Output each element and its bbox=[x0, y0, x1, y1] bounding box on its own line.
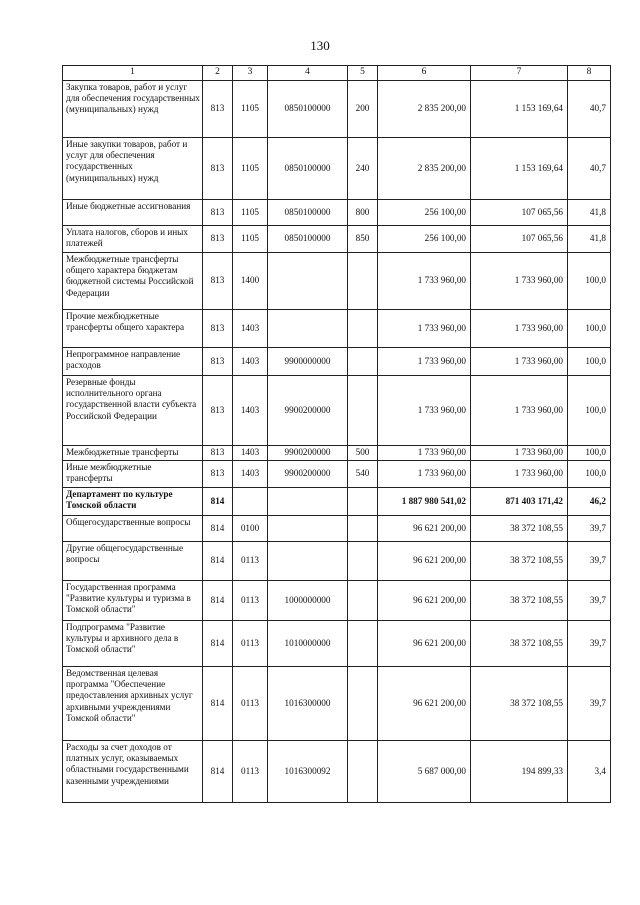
plan-cell: 1 733 960,00 bbox=[378, 446, 471, 461]
vedomstvo-cell: 814 bbox=[203, 667, 233, 741]
percent-cell: 100,0 bbox=[568, 253, 611, 310]
vedomstvo-cell: 814 bbox=[203, 581, 233, 621]
row-name: Другие общегосударственные вопросы bbox=[63, 542, 203, 581]
plan-cell: 96 621 200,00 bbox=[378, 542, 471, 581]
razdel-cell: 1403 bbox=[233, 310, 268, 348]
percent-cell: 39,7 bbox=[568, 621, 611, 667]
csr-cell: 1016300092 bbox=[268, 741, 348, 803]
plan-cell: 2 835 200,00 bbox=[378, 138, 471, 200]
razdel-cell: 1403 bbox=[233, 376, 268, 446]
budget-table bbox=[62, 65, 611, 803]
row-name: Департамент по культуре Томской области bbox=[63, 488, 203, 516]
razdel-cell: 1400 bbox=[233, 253, 268, 310]
percent-cell: 39,7 bbox=[568, 542, 611, 581]
vedomstvo-cell: 813 bbox=[203, 310, 233, 348]
razdel-cell: 0113 bbox=[233, 581, 268, 621]
csr-cell: 9900200000 bbox=[268, 376, 348, 446]
csr-cell: 0850100000 bbox=[268, 81, 348, 138]
vr-cell: 800 bbox=[348, 200, 378, 226]
plan-cell: 1 733 960,00 bbox=[378, 376, 471, 446]
fact-cell: 871 403 171,42 bbox=[471, 488, 568, 516]
vedomstvo-cell: 813 bbox=[203, 348, 233, 376]
vedomstvo-cell: 813 bbox=[203, 138, 233, 200]
row-name: Расходы за счет доходов от платных услуг, оказываемых областными государственными казенными учреждениями bbox=[63, 741, 203, 803]
vr-cell: 540 bbox=[348, 461, 378, 488]
table-row bbox=[63, 741, 611, 803]
razdel-cell: 1403 bbox=[233, 446, 268, 461]
plan-cell: 1 733 960,00 bbox=[378, 253, 471, 310]
column-header: 1 bbox=[63, 66, 203, 81]
fact-cell: 1 733 960,00 bbox=[471, 376, 568, 446]
plan-cell: 1 733 960,00 bbox=[378, 348, 471, 376]
csr-cell bbox=[268, 542, 348, 581]
row-name: Межбюджетные трансферты bbox=[63, 446, 203, 461]
column-header: 2 bbox=[203, 66, 233, 81]
table-row bbox=[63, 310, 611, 348]
row-name: Общегосударственные вопросы bbox=[63, 516, 203, 542]
table-row bbox=[63, 376, 611, 446]
razdel-cell: 1403 bbox=[233, 461, 268, 488]
razdel-cell: 1403 bbox=[233, 348, 268, 376]
vr-cell bbox=[348, 581, 378, 621]
plan-cell: 96 621 200,00 bbox=[378, 581, 471, 621]
percent-cell: 100,0 bbox=[568, 348, 611, 376]
csr-cell: 1010000000 bbox=[268, 621, 348, 667]
fact-cell: 1 153 169,64 bbox=[471, 138, 568, 200]
column-header: 7 bbox=[471, 66, 568, 81]
vedomstvo-cell: 813 bbox=[203, 376, 233, 446]
vedomstvo-cell: 813 bbox=[203, 253, 233, 310]
header-row bbox=[63, 66, 611, 81]
percent-cell: 39,7 bbox=[568, 667, 611, 741]
vr-cell bbox=[348, 488, 378, 516]
table-row bbox=[63, 138, 611, 200]
percent-cell: 100,0 bbox=[568, 461, 611, 488]
plan-cell: 1 887 980 541,02 bbox=[378, 488, 471, 516]
fact-cell: 1 153 169,64 bbox=[471, 81, 568, 138]
vr-cell bbox=[348, 376, 378, 446]
razdel-cell: 0100 bbox=[233, 516, 268, 542]
fact-cell: 1 733 960,00 bbox=[471, 446, 568, 461]
vr-cell: 240 bbox=[348, 138, 378, 200]
csr-cell: 1000000000 bbox=[268, 581, 348, 621]
percent-cell: 39,7 bbox=[568, 516, 611, 542]
vedomstvo-cell: 813 bbox=[203, 81, 233, 138]
vedomstvo-cell: 813 bbox=[203, 446, 233, 461]
row-name: Непрограммное направление расходов bbox=[63, 348, 203, 376]
percent-cell: 41,8 bbox=[568, 226, 611, 253]
plan-cell: 1 733 960,00 bbox=[378, 310, 471, 348]
table-row bbox=[63, 226, 611, 253]
column-header: 3 bbox=[233, 66, 268, 81]
vedomstvo-cell: 814 bbox=[203, 621, 233, 667]
row-name: Прочие межбюджетные трансферты общего характера bbox=[63, 310, 203, 348]
plan-cell: 2 835 200,00 bbox=[378, 81, 471, 138]
csr-cell: 9900200000 bbox=[268, 446, 348, 461]
fact-cell: 38 372 108,55 bbox=[471, 621, 568, 667]
csr-cell bbox=[268, 516, 348, 542]
fact-cell: 107 065,56 bbox=[471, 226, 568, 253]
vedomstvo-cell: 813 bbox=[203, 461, 233, 488]
vr-cell bbox=[348, 621, 378, 667]
plan-cell: 96 621 200,00 bbox=[378, 667, 471, 741]
razdel-cell: 0113 bbox=[233, 621, 268, 667]
vr-cell bbox=[348, 542, 378, 581]
row-name: Иные закупки товаров, работ и услуг для обеспечения государственных (муниципальных) нужд bbox=[63, 138, 203, 200]
column-header: 8 bbox=[568, 66, 611, 81]
csr-cell: 0850100000 bbox=[268, 138, 348, 200]
table-row bbox=[63, 200, 611, 226]
fact-cell: 38 372 108,55 bbox=[471, 516, 568, 542]
table-row bbox=[63, 667, 611, 741]
table-row bbox=[63, 542, 611, 581]
plan-cell: 1 733 960,00 bbox=[378, 461, 471, 488]
vr-cell bbox=[348, 310, 378, 348]
vr-cell bbox=[348, 667, 378, 741]
row-name: Ведомственная целевая программа "Обеспечение предоставления архивных услуг архивными учреждениями Томской области" bbox=[63, 667, 203, 741]
csr-cell bbox=[268, 488, 348, 516]
plan-cell: 96 621 200,00 bbox=[378, 516, 471, 542]
plan-cell: 256 100,00 bbox=[378, 226, 471, 253]
csr-cell: 1016300000 bbox=[268, 667, 348, 741]
row-name: Иные межбюджетные трансферты bbox=[63, 461, 203, 488]
row-name: Резервные фонды исполнительного органа государственной власти субъекта Российской Федерации bbox=[63, 376, 203, 446]
table-row bbox=[63, 621, 611, 667]
percent-cell: 100,0 bbox=[568, 310, 611, 348]
csr-cell: 0850100000 bbox=[268, 200, 348, 226]
percent-cell: 46,2 bbox=[568, 488, 611, 516]
plan-cell: 256 100,00 bbox=[378, 200, 471, 226]
fact-cell: 1 733 960,00 bbox=[471, 348, 568, 376]
table-row bbox=[63, 253, 611, 310]
table-row bbox=[63, 348, 611, 376]
vr-cell bbox=[348, 253, 378, 310]
razdel-cell: 0113 bbox=[233, 667, 268, 741]
table-row bbox=[63, 581, 611, 621]
table-row bbox=[63, 81, 611, 138]
razdel-cell: 1105 bbox=[233, 226, 268, 253]
fact-cell: 194 899,33 bbox=[471, 741, 568, 803]
column-header: 6 bbox=[378, 66, 471, 81]
vr-cell bbox=[348, 348, 378, 376]
percent-cell: 40,7 bbox=[568, 81, 611, 138]
table-row bbox=[63, 446, 611, 461]
csr-cell: 9900000000 bbox=[268, 348, 348, 376]
fact-cell: 38 372 108,55 bbox=[471, 542, 568, 581]
percent-cell: 100,0 bbox=[568, 446, 611, 461]
percent-cell: 39,7 bbox=[568, 581, 611, 621]
vedomstvo-cell: 814 bbox=[203, 542, 233, 581]
percent-cell: 3,4 bbox=[568, 741, 611, 803]
razdel-cell: 1105 bbox=[233, 200, 268, 226]
table-row bbox=[63, 516, 611, 542]
percent-cell: 41,8 bbox=[568, 200, 611, 226]
vr-cell: 850 bbox=[348, 226, 378, 253]
percent-cell: 40,7 bbox=[568, 138, 611, 200]
column-header: 5 bbox=[348, 66, 378, 81]
fact-cell: 1 733 960,00 bbox=[471, 461, 568, 488]
column-header: 4 bbox=[268, 66, 348, 81]
page-number: 130 bbox=[310, 38, 330, 53]
csr-cell: 9900200000 bbox=[268, 461, 348, 488]
csr-cell bbox=[268, 310, 348, 348]
razdel-cell: 0113 bbox=[233, 741, 268, 803]
razdel-cell: 1105 bbox=[233, 138, 268, 200]
vedomstvo-cell: 813 bbox=[203, 200, 233, 226]
fact-cell: 1 733 960,00 bbox=[471, 310, 568, 348]
vr-cell bbox=[348, 516, 378, 542]
vedomstvo-cell: 813 bbox=[203, 226, 233, 253]
table-row bbox=[63, 461, 611, 488]
plan-cell: 5 687 000,00 bbox=[378, 741, 471, 803]
row-name: Государственная программа "Развитие культуры и туризма в Томской области" bbox=[63, 581, 203, 621]
row-name: Межбюджетные трансферты общего характера бюджетам бюджетной системы Российской Федерации bbox=[63, 253, 203, 310]
row-name: Закупка товаров, работ и услуг для обеспечения государственных (муниципальных) нужд bbox=[63, 81, 203, 138]
vedomstvo-cell: 814 bbox=[203, 488, 233, 516]
table-row bbox=[63, 488, 611, 516]
row-name: Уплата налогов, сборов и иных платежей bbox=[63, 226, 203, 253]
razdel-cell bbox=[233, 488, 268, 516]
vr-cell: 500 bbox=[348, 446, 378, 461]
fact-cell: 38 372 108,55 bbox=[471, 581, 568, 621]
fact-cell: 38 372 108,55 bbox=[471, 667, 568, 741]
vedomstvo-cell: 814 bbox=[203, 741, 233, 803]
vr-cell: 200 bbox=[348, 81, 378, 138]
csr-cell: 0850100000 bbox=[268, 226, 348, 253]
row-name: Подпрограмма "Развитие культуры и архивного дела в Томской области" bbox=[63, 621, 203, 667]
plan-cell: 96 621 200,00 bbox=[378, 621, 471, 667]
percent-cell: 100,0 bbox=[568, 376, 611, 446]
csr-cell bbox=[268, 253, 348, 310]
row-name: Иные бюджетные ассигнования bbox=[63, 200, 203, 226]
vedomstvo-cell: 814 bbox=[203, 516, 233, 542]
fact-cell: 107 065,56 bbox=[471, 200, 568, 226]
razdel-cell: 1105 bbox=[233, 81, 268, 138]
fact-cell: 1 733 960,00 bbox=[471, 253, 568, 310]
razdel-cell: 0113 bbox=[233, 542, 268, 581]
vr-cell bbox=[348, 741, 378, 803]
